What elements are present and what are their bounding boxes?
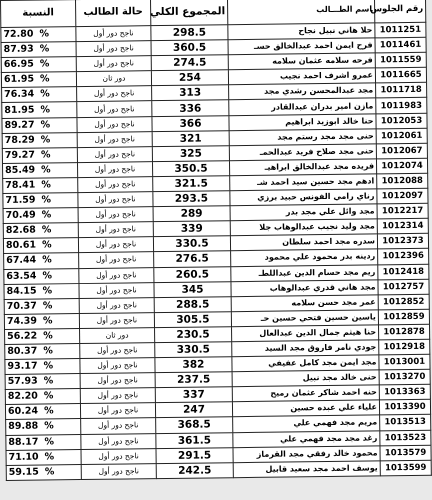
percent-cell	[3, 208, 78, 224]
seat-number-cell: 1013363	[379, 385, 430, 401]
total-cell: 360.5	[151, 40, 228, 56]
seat-number-cell: 1011461	[375, 37, 426, 53]
total-cell: 298.5	[151, 25, 228, 41]
percent-value: 88.17	[8, 436, 39, 448]
status-cell: ناجح دور أول	[77, 161, 152, 177]
status-cell: ناجح دور أول	[81, 418, 156, 434]
percent-sign: %	[40, 119, 51, 131]
percent-value: 82.68	[5, 224, 36, 237]
percent-sign: %	[42, 254, 52, 266]
total-cell: 382	[155, 357, 232, 373]
total-cell: 325	[152, 145, 229, 161]
percent-cell	[1, 72, 76, 88]
student-name-cell: مجد عبدالمحسن رشدي مجد	[229, 83, 376, 100]
seat-number-cell: 1011718	[376, 83, 427, 99]
percent-value: 84.15	[6, 285, 37, 297]
percent-cell	[4, 253, 79, 269]
total-cell: 336	[152, 100, 229, 116]
student-name-cell: ردينه بدر محمود علي محمود	[231, 249, 378, 266]
seat-number-cell: 1012396	[378, 249, 429, 265]
percent-cell	[2, 102, 77, 118]
percent-value: 74.39	[6, 315, 38, 327]
seat-number-cell: 1012067	[376, 143, 427, 159]
seat-number-cell: 1012918	[379, 339, 430, 355]
percent-sign: %	[41, 239, 52, 251]
percent-value: 61.95	[3, 73, 35, 86]
seat-number-cell: 1013523	[380, 430, 431, 446]
percent-cell	[6, 419, 81, 435]
percent-cell	[3, 223, 78, 239]
seat-number-cell: 1012418	[378, 264, 429, 280]
percent-value: 66.95	[3, 58, 34, 71]
status-cell: ناجح دور أول	[77, 131, 152, 147]
total-cell: 254	[151, 70, 228, 86]
status-cell: ناجح دور أول	[78, 192, 153, 208]
status-cell: ناجح دور أول	[79, 297, 154, 313]
student-name-cell: جودي نامر فاروق مجد السيد	[232, 340, 379, 357]
seat-number-cell: 1012878	[378, 324, 429, 340]
percent-sign: %	[44, 451, 55, 463]
total-cell: 260.5	[154, 266, 231, 282]
percent-sign: %	[39, 43, 50, 55]
student-name-cell: مجد هاني قدري عبدالوهاب	[231, 279, 378, 296]
status-cell: ناجح دور أول	[80, 388, 155, 404]
total-cell: 339	[153, 221, 230, 237]
percent-cell	[2, 147, 77, 163]
seat-number-cell: 1012097	[377, 188, 428, 204]
percent-sign: %	[44, 420, 54, 432]
student-name-cell: علياء علي عبده حسين	[232, 400, 379, 417]
student-name-cell: حنى مجد مجد رستم مجد	[229, 129, 376, 146]
percent-sign: %	[39, 28, 50, 40]
status-cell: ناجح دور أول	[81, 463, 156, 479]
results-body	[1, 22, 432, 480]
seat-number-cell: 1013270	[379, 369, 430, 385]
percent-value: 81.95	[4, 104, 35, 116]
student-name-cell: رناي رامي الفونس حبيد برزي	[230, 189, 377, 206]
percent-sign: %	[43, 390, 54, 402]
percent-value: 93.17	[7, 360, 38, 373]
percent-sign: %	[43, 345, 53, 357]
percent-value: 78.41	[5, 179, 36, 191]
status-cell: ناجح دور أول	[80, 373, 155, 389]
header-status: حالة الطالب	[76, 0, 151, 27]
seat-number-cell: 1011665	[375, 68, 426, 84]
percent-cell	[4, 268, 79, 284]
total-cell: 230.5	[155, 327, 232, 343]
seat-number-cell: 1011983	[376, 98, 427, 114]
student-name-cell: ريم مجد حسام الدين عبداللطـ	[231, 264, 378, 281]
total-cell: 291.5	[156, 447, 233, 463]
percent-value: 72.80	[3, 28, 34, 41]
percent-sign: %	[40, 149, 51, 161]
percent-sign: %	[44, 466, 55, 478]
status-cell: ناجح دور أول	[80, 343, 155, 359]
seat-number-cell: 1012061	[376, 128, 427, 144]
status-cell: ناجح دور أول	[80, 403, 155, 419]
percent-value: 87.93	[3, 43, 34, 56]
seat-number-cell: 1012373	[377, 234, 428, 250]
percent-value: 56.22	[7, 330, 38, 342]
percent-sign: %	[41, 224, 52, 236]
total-cell: 305.5	[154, 311, 231, 327]
header-percent: النسبة	[1, 0, 76, 27]
seat-number-cell: 1011251	[375, 22, 426, 38]
percent-sign: %	[40, 134, 51, 146]
header-student-name: اسم الطـــالب	[227, 0, 374, 25]
percent-cell	[2, 162, 77, 178]
student-name-cell: عمرو اشرف احمد نجيب	[228, 68, 375, 85]
status-cell: ناجح دور أول	[78, 237, 153, 253]
percent-value: 79.27	[4, 149, 36, 161]
percent-value: 76.34	[4, 89, 35, 101]
percent-value: 63.54	[6, 270, 37, 282]
student-name-cell: فريده مجد عبدالخالق ابراهيـ	[229, 159, 376, 176]
status-cell: ناجح دور أول	[81, 448, 156, 464]
total-cell: 247	[155, 402, 232, 418]
percent-sign: %	[43, 375, 54, 387]
student-name-cell: يوسف احمد مجد سعيد قابيل	[233, 461, 380, 478]
percent-value: 70.37	[6, 300, 37, 312]
percent-value: 71.59	[5, 194, 36, 207]
percent-sign: %	[39, 73, 50, 85]
status-cell: ناجح دور أول	[79, 252, 154, 268]
status-cell: ناجح دور أول	[76, 41, 151, 57]
student-name-cell: رغد مجد مجد فهمي علي	[233, 430, 380, 447]
student-name-cell: حنى خالد مجد نبيل	[232, 370, 379, 387]
status-cell: ناجح دور أول	[80, 358, 155, 374]
status-cell: ناجح دور أول	[77, 146, 152, 162]
percent-cell	[3, 178, 78, 194]
seat-number-cell: 1012088	[377, 173, 428, 189]
percent-cell	[1, 42, 76, 58]
percent-cell	[4, 283, 79, 299]
percent-cell	[4, 298, 79, 314]
percent-cell	[2, 117, 77, 133]
percent-value: 80.61	[5, 239, 37, 252]
status-cell: ناجح دور أول	[79, 282, 154, 298]
percent-sign: %	[43, 360, 54, 372]
header-total: المجموع الكلي	[150, 0, 227, 26]
seat-number-cell: 1012852	[378, 294, 429, 310]
student-name-cell: حنا هيثم جمال الدين عبدالعال	[232, 325, 379, 342]
percent-cell	[2, 132, 77, 148]
student-name-cell: ادهم مجد حسين سيد احمد شـ	[230, 174, 377, 191]
seat-number-cell: 1012217	[377, 203, 428, 219]
seat-number-cell: 1012859	[378, 309, 429, 325]
percent-value: 89.88	[8, 421, 39, 433]
student-name-cell: مريم مجد فهمي علي	[233, 415, 380, 432]
percent-value: 70.49	[5, 209, 36, 222]
total-cell: 368.5	[156, 417, 233, 433]
percent-cell	[4, 313, 79, 329]
percent-sign: %	[41, 209, 52, 221]
student-name-cell: فرح ايمن احمد عبدالخالق حسـ	[228, 38, 375, 55]
total-cell: 321	[152, 130, 229, 146]
status-cell: ناجح دور أول	[81, 433, 156, 449]
total-cell: 293.5	[153, 191, 230, 207]
percent-value: 60.24	[7, 405, 39, 418]
percent-sign: %	[39, 58, 50, 70]
percent-cell	[1, 57, 76, 73]
total-cell: 337	[155, 387, 232, 403]
student-name-cell: مجد ايمن مجد كامل عفيفي	[232, 355, 379, 372]
percent-cell	[5, 389, 80, 405]
seat-number-cell: 1012074	[376, 158, 427, 174]
percent-cell	[3, 238, 78, 254]
status-cell: ناجح دور أول	[77, 101, 152, 117]
percent-sign: %	[41, 164, 51, 176]
total-cell: 276.5	[154, 251, 231, 267]
percent-cell	[5, 404, 80, 420]
total-cell: 361.5	[156, 432, 233, 448]
total-cell: 330.5	[153, 236, 230, 252]
percent-value: 57.93	[7, 375, 38, 388]
percent-value: 80.37	[7, 345, 38, 357]
student-name-cell: حنى مجد صلاح فريد عبدالحمـ	[229, 144, 376, 161]
percent-value: 85.49	[5, 164, 36, 176]
percent-cell	[5, 359, 80, 375]
seat-number-cell: 1013579	[380, 445, 431, 461]
percent-value: 71.10	[8, 451, 39, 463]
header-seat-number: رقم الجلوس	[374, 0, 425, 23]
student-name-cell: ياسين حسين فتحي حسين حـ	[231, 310, 378, 327]
seat-number-cell: 1012757	[378, 279, 429, 295]
percent-sign: %	[42, 285, 53, 297]
status-cell: ناجح دور أول	[78, 207, 153, 223]
student-name-cell: مجد وليد نجيب عبدالوهاب جلا	[230, 219, 377, 236]
student-name-cell: محمود خالد رفقي مجد القرماز	[233, 446, 380, 463]
seat-number-cell: 1013513	[380, 415, 431, 431]
student-name-cell: مازن امير بدران عبدالقادر	[229, 98, 376, 115]
status-cell: دور ثان	[80, 328, 155, 344]
percent-cell	[6, 464, 81, 480]
total-cell: 242.5	[156, 462, 233, 478]
percent-cell	[5, 344, 80, 360]
student-name-cell: حنه احمد شاكر عثمان رميح	[232, 385, 379, 402]
percent-sign: %	[40, 88, 50, 100]
student-name-cell: مجد وائل علي مجد بدر	[230, 204, 377, 221]
percent-sign: %	[43, 330, 53, 342]
percent-sign: %	[44, 435, 55, 448]
percent-value: 59.15	[8, 466, 39, 478]
seat-number-cell: 1013390	[379, 400, 430, 416]
total-cell: 313	[152, 85, 229, 101]
total-cell: 345	[154, 281, 231, 297]
seat-number-cell: 1012314	[377, 219, 428, 235]
status-cell: ناجح دور أول	[77, 86, 152, 102]
student-name-cell: حلا هاني نبيل نجاح	[228, 23, 375, 40]
percent-sign: %	[41, 194, 52, 206]
seat-number-cell: 1013599	[380, 460, 431, 476]
seat-number-cell: 1013001	[379, 354, 430, 370]
student-name-cell: حنا خالد ابوزيد ابراهيم	[229, 113, 376, 130]
student-name-cell: عمر مجد حسن سلامه	[231, 295, 378, 312]
total-cell: 321.5	[153, 176, 230, 192]
percent-sign: %	[41, 179, 51, 191]
total-cell: 330.5	[155, 342, 232, 358]
percent-cell	[6, 434, 81, 450]
total-cell: 237.5	[155, 372, 232, 388]
status-cell: ناجح دور أول	[79, 267, 154, 283]
seat-number-cell: 1011559	[375, 52, 426, 68]
student-name-cell: سدره مجد احمد سلطان	[230, 234, 377, 251]
percent-sign: %	[42, 269, 53, 282]
total-cell: 288.5	[154, 296, 231, 312]
total-cell: 274.5	[151, 55, 228, 71]
percent-cell	[3, 193, 78, 209]
percent-sign: %	[42, 315, 53, 327]
percent-sign: %	[40, 103, 51, 116]
percent-value: 82.20	[7, 390, 38, 403]
percent-cell	[6, 449, 81, 465]
percent-sign: %	[42, 300, 53, 312]
total-cell: 350.5	[152, 161, 229, 177]
percent-value: 67.44	[6, 255, 37, 267]
status-cell: ناجح دور أول	[76, 26, 151, 42]
percent-cell	[5, 374, 80, 390]
total-cell: 366	[152, 115, 229, 131]
seat-number-cell: 1012053	[376, 113, 427, 129]
percent-value: 78.29	[4, 134, 35, 146]
status-cell: ناجح دور أول	[76, 56, 151, 72]
status-cell: ناجح دور أول	[79, 312, 154, 328]
status-cell: ناجح دور أول	[77, 116, 152, 132]
status-cell: ناجح دور أول	[78, 177, 153, 193]
percent-cell	[1, 27, 76, 43]
percent-cell	[2, 87, 77, 103]
percent-cell	[5, 328, 80, 344]
percent-sign: %	[44, 405, 54, 417]
student-name-cell: فرحه سلامه عثمان سلامه	[228, 53, 375, 70]
status-cell: ناجح دور أول	[78, 222, 153, 238]
percent-value: 89.27	[4, 119, 35, 131]
total-cell: 289	[153, 206, 230, 222]
status-cell: دور ثان	[76, 71, 151, 87]
